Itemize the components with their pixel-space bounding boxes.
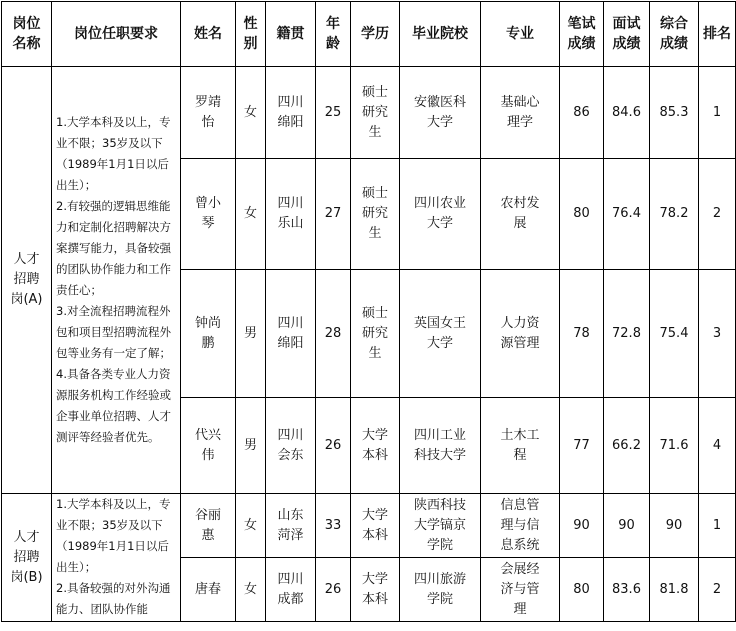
candidate-school: 安徽医科 大学 [400, 67, 481, 159]
candidate-interview-score: 72.8 [604, 270, 650, 398]
table-row [2, 67, 736, 159]
candidate-age: 26 [316, 558, 351, 622]
candidate-major: 信息管 理与信 息系统 [481, 494, 560, 558]
candidate-name: 曾小 琴 [181, 159, 236, 270]
requirement-item: 1.大学本科及以上，专业不限；35岁及以下（1989年1月1日以后出生）； [56, 497, 171, 574]
candidate-overall-score: 78.2 [650, 159, 699, 270]
candidate-overall-score: 85.3 [650, 67, 699, 159]
header-major: 专业 [481, 2, 560, 67]
candidate-age: 27 [316, 159, 351, 270]
candidate-major: 基础心 理学 [481, 67, 560, 159]
requirement-item: 2.有较强的逻辑思维能力和定制化招聘解决方案撰写能力，具备较强的团队协作能力和工作责任心； [56, 199, 171, 297]
candidate-origin: 四川 绵阳 [266, 270, 316, 398]
header-position: 岗位 名称 [2, 2, 52, 67]
candidate-rank: 1 [699, 494, 736, 558]
candidate-rank: 2 [699, 558, 736, 622]
candidate-age: 26 [316, 398, 351, 494]
candidate-rank: 1 [699, 67, 736, 159]
candidate-rank: 2 [699, 159, 736, 270]
candidate-interview-score: 84.6 [604, 67, 650, 159]
candidate-gender: 女 [236, 558, 266, 622]
candidate-major: 土木工 程 [481, 398, 560, 494]
candidate-origin: 四川 成都 [266, 558, 316, 622]
header-interview-score: 面试 成绩 [604, 2, 650, 67]
candidate-gender: 女 [236, 494, 266, 558]
header-school: 毕业院校 [400, 2, 481, 67]
candidate-name: 罗靖 怡 [181, 67, 236, 159]
candidate-written-score: 80 [560, 159, 604, 270]
candidate-origin: 四川 绵阳 [266, 67, 316, 159]
candidate-school: 四川工业 科技大学 [400, 398, 481, 494]
header-rank: 排名 [699, 2, 736, 67]
candidate-major: 农村发 展 [481, 159, 560, 270]
candidate-interview-score: 83.6 [604, 558, 650, 622]
candidate-overall-score: 90 [650, 494, 699, 558]
candidate-written-score: 77 [560, 398, 604, 494]
header-row [2, 2, 736, 67]
requirement-item: 4.具备各类专业人力资源服务机构工作经验或企事业单位招聘、人才测评等经验者优先。 [56, 367, 171, 444]
candidate-name: 代兴 伟 [181, 398, 236, 494]
candidate-school: 陕西科技 大学镐京 学院 [400, 494, 481, 558]
candidate-education: 大学 本科 [351, 494, 400, 558]
header-origin: 籍贯 [266, 2, 316, 67]
header-name: 姓名 [181, 2, 236, 67]
candidate-gender: 男 [236, 398, 266, 494]
header-age: 年 龄 [316, 2, 351, 67]
candidate-education: 硕士 研究 生 [351, 159, 400, 270]
candidate-interview-score: 90 [604, 494, 650, 558]
candidate-education: 硕士 研究 生 [351, 67, 400, 159]
candidate-name: 唐春 [181, 558, 236, 622]
candidate-written-score: 90 [560, 494, 604, 558]
candidate-age: 25 [316, 67, 351, 159]
candidate-name: 谷丽 惠 [181, 494, 236, 558]
results-table [1, 1, 736, 622]
table-row [2, 494, 736, 558]
candidate-name: 钟尚 鹏 [181, 270, 236, 398]
candidate-education: 大学 本科 [351, 398, 400, 494]
candidate-origin: 四川 乐山 [266, 159, 316, 270]
candidate-interview-score: 66.2 [604, 398, 650, 494]
candidate-school: 四川旅游 学院 [400, 558, 481, 622]
candidate-age: 28 [316, 270, 351, 398]
candidate-gender: 女 [236, 67, 266, 159]
position-name-cell: 人才 招聘 岗(A) [2, 67, 52, 494]
requirement-item: 3.对全流程招聘流程外包和项目型招聘流程外包等业务有一定了解； [56, 304, 171, 360]
candidate-major: 人力资 源管理 [481, 270, 560, 398]
candidate-school: 英国女王 大学 [400, 270, 481, 398]
candidate-written-score: 78 [560, 270, 604, 398]
header-requirements: 岗位任职要求 [52, 2, 181, 67]
candidate-interview-score: 76.4 [604, 159, 650, 270]
header-overall-score: 综合 成绩 [650, 2, 699, 67]
candidate-major: 会展经 济与管 理 [481, 558, 560, 622]
candidate-written-score: 86 [560, 67, 604, 159]
candidate-overall-score: 81.8 [650, 558, 699, 622]
candidate-education: 硕士 研究 生 [351, 270, 400, 398]
requirement-item: 2.具备较强的对外沟通能力、团队协作能 [56, 581, 171, 616]
candidate-gender: 女 [236, 159, 266, 270]
header-education: 学历 [351, 2, 400, 67]
requirements-cell [52, 67, 181, 494]
header-gender: 性 别 [236, 2, 266, 67]
candidate-rank: 4 [699, 398, 736, 494]
candidate-rank: 3 [699, 270, 736, 398]
position-name-cell: 人才 招聘 岗(B) [2, 494, 52, 622]
header-written-score: 笔试 成绩 [560, 2, 604, 67]
requirement-item: 1.大学本科及以上，专业不限；35岁及以下（1989年1月1日以后出生）； [56, 115, 171, 192]
candidate-education: 大学 本科 [351, 558, 400, 622]
requirements-cell [52, 494, 181, 622]
candidate-overall-score: 75.4 [650, 270, 699, 398]
candidate-age: 33 [316, 494, 351, 558]
candidate-school: 四川农业 大学 [400, 159, 481, 270]
candidate-origin: 四川 会东 [266, 398, 316, 494]
candidate-origin: 山东 菏泽 [266, 494, 316, 558]
candidate-written-score: 80 [560, 558, 604, 622]
candidate-gender: 男 [236, 270, 266, 398]
candidate-overall-score: 71.6 [650, 398, 699, 494]
